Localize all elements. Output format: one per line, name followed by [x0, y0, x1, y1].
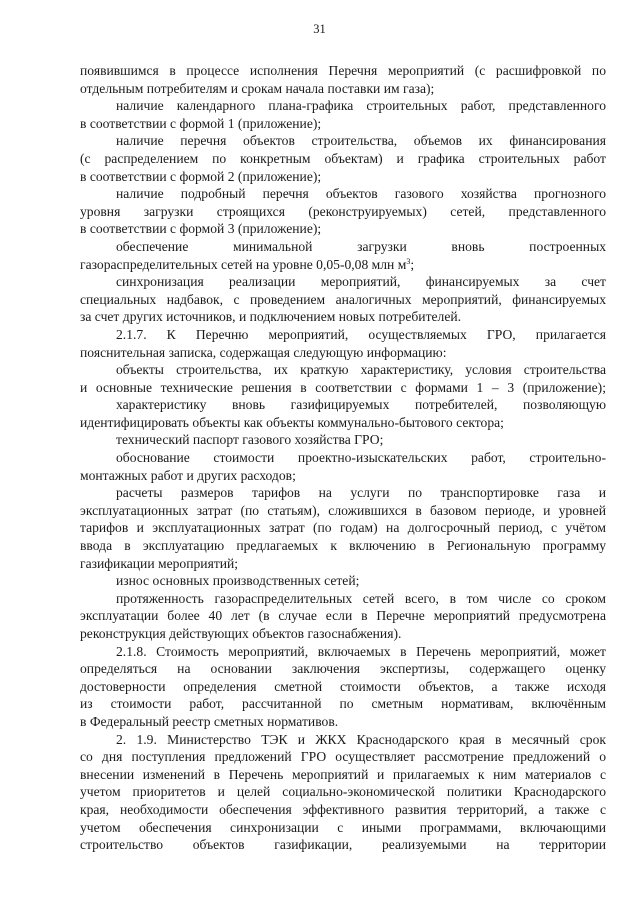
line-text: 2.1.8. Стоимость мероприятий, включаемых в Перечень мероприятий, может [116, 643, 606, 659]
text-line [80, 836, 606, 854]
line-text: технический паспорт газового хозяйства ГРО; [116, 432, 384, 448]
line-text-suffix: ; [410, 256, 415, 272]
text-line [80, 361, 606, 379]
text-line [80, 695, 606, 713]
text-line [80, 238, 606, 256]
line-text: определяться на основании заключения экспертизы, содержащего оценку [80, 661, 606, 677]
line-text: 2. 1.9. Министерство ТЭК и ЖКХ Краснодарского края в месячный срок [116, 731, 606, 747]
line-text: учетом приоритетов и целей социально-экономической политики Краснодарского [80, 784, 606, 800]
line-text: монтажных работ и других расходов; [80, 467, 296, 483]
line-text: расчеты размеров тарифов на услуги по транспортировке газа и [116, 485, 606, 501]
text-line [80, 379, 606, 397]
text-line [80, 766, 606, 784]
line-text: и основные технические решения в соответствии с формами 1 – 3 (приложение); [80, 379, 606, 395]
text-line [80, 555, 606, 573]
text-line [80, 607, 606, 625]
text-line [80, 643, 606, 661]
text-line [80, 185, 606, 203]
text-line [80, 308, 606, 326]
body-text [80, 62, 606, 854]
text-line [80, 203, 606, 221]
line-text: синхронизация реализации мероприятий, финансируемых за счет [116, 274, 606, 290]
text-line [80, 519, 606, 537]
text-line [80, 62, 606, 80]
line-text: наличие календарного плана-графика строительных работ, представленного [116, 98, 606, 114]
text-line [80, 731, 606, 749]
text-line [80, 678, 606, 696]
text-line [80, 502, 606, 520]
line-text: идентифицировать объекты как объекты коммунально-бытового сектора; [80, 414, 504, 430]
text-line [80, 396, 606, 414]
text-line [80, 414, 606, 432]
text-line [80, 132, 606, 150]
text-line [80, 273, 606, 291]
line-text: специальных надбавок, с проведением аналогичных мероприятий, финансируемых [80, 291, 606, 307]
line-text: обоснование стоимости проектно-изыскательских работ, строительно- [116, 450, 606, 466]
line-text: в Федеральный реестр сметных нормативов. [80, 713, 339, 729]
text-line [80, 572, 606, 590]
line-text: объекты строительства, их краткую характеристику, условия строительства [116, 362, 606, 378]
text-line [80, 80, 606, 98]
line-text: учетом обеспечения синхронизации с иными программами, включающими [80, 819, 606, 835]
text-line [80, 291, 606, 309]
line-text: обеспечение минимальной загрузки вновь построенных [116, 238, 606, 254]
line-text: газораспределительных сетей на уровне 0,05-0,08 млн м [80, 256, 407, 272]
line-text: со дня поступления предложений ГРО осуществляет рассмотрение предложений о [80, 749, 606, 765]
line-text: реконструкция действующих объектов газоснабжения). [80, 626, 402, 641]
line-text: наличие подробный перечня объектов газового хозяйства прогнозного [116, 186, 606, 202]
text-line [80, 115, 606, 133]
line-text: в соответствии с формой 2 (приложение); [80, 168, 322, 184]
text-line [80, 220, 606, 238]
line-text: появившимся в процессе исполнения Перечня мероприятий (с расшифровкой по [80, 63, 606, 78]
line-text: в соответствии с формой 3 (приложение); [80, 221, 322, 237]
text-line [80, 748, 606, 766]
text-line [80, 97, 606, 115]
text-line [80, 537, 606, 555]
text-line [80, 467, 606, 485]
text-line [80, 326, 606, 344]
text-line [80, 431, 606, 449]
line-text: наличие перечня объектов строительства, объемов их финансирования [116, 133, 606, 149]
text-line [80, 590, 606, 608]
line-text: тарифов и эксплуатационных затрат (по годам) на долгосрочный период, с учётом [80, 520, 606, 536]
line-text: уровня загрузки строящихся (реконструируемых) сетей, представленного [80, 203, 606, 219]
line-text: эксплуатации более 40 лет (в случае если в Перечне мероприятий предусмотрена [80, 608, 606, 624]
line-text: 2.1.7. К Перечню мероприятий, осуществляемых ГРО, прилагается [116, 326, 606, 342]
line-text: протяженность газораспределительных сетей всего, в том числе со сроком [116, 590, 606, 606]
line-text: эксплуатационных затрат (по статьям), сложившихся в базовом периоде, и уровней [80, 502, 606, 518]
line-text: отдельным потребителям и срокам начала поставки им газа); [80, 80, 435, 96]
text-line [80, 783, 606, 801]
text-line [80, 484, 606, 502]
text-line [80, 660, 606, 678]
line-text: края, необходимости обеспечения эффективного развития территорий, а также с [80, 801, 606, 817]
text-line [80, 713, 606, 731]
line-text: пояснительная записка, содержащая следующую информацию: [80, 344, 447, 360]
line-text: износ основных производственных сетей; [116, 573, 360, 589]
text-line [80, 150, 606, 168]
line-text: газификации мероприятий; [80, 555, 239, 571]
line-text: строительство объектов газификации, реализуемыми на территории [80, 837, 606, 853]
text-line [80, 168, 606, 186]
line-text: из стоимости работ, рассчитанной по сметным нормативам, включённым [80, 696, 606, 712]
text-line [80, 625, 606, 643]
line-text: внесении изменений в Перечень мероприятий и прилагаемых к ним материалов с [80, 766, 606, 782]
line-text: (с распределением по конкретным объектам) и графика строительных работ [80, 150, 606, 166]
line-text: ввода в эксплуатацию предлагаемых к включению в Региональную программу [80, 538, 606, 554]
text-line [80, 819, 606, 837]
line-text: в соответствии с формой 1 (приложение); [80, 115, 322, 131]
text-line [80, 449, 606, 467]
text-line [80, 344, 606, 362]
text-line [80, 256, 606, 274]
line-text: за счет других источников, и подключением новых потребителей. [80, 309, 462, 325]
page-number: 31 [313, 22, 326, 36]
line-text: достоверности определения сметной стоимости объектов, а также исходя [80, 678, 606, 694]
superscript: 3 [406, 256, 411, 266]
line-text: характеристику вновь газифицируемых потребителей, позволяющую [116, 397, 606, 413]
text-line [80, 801, 606, 819]
